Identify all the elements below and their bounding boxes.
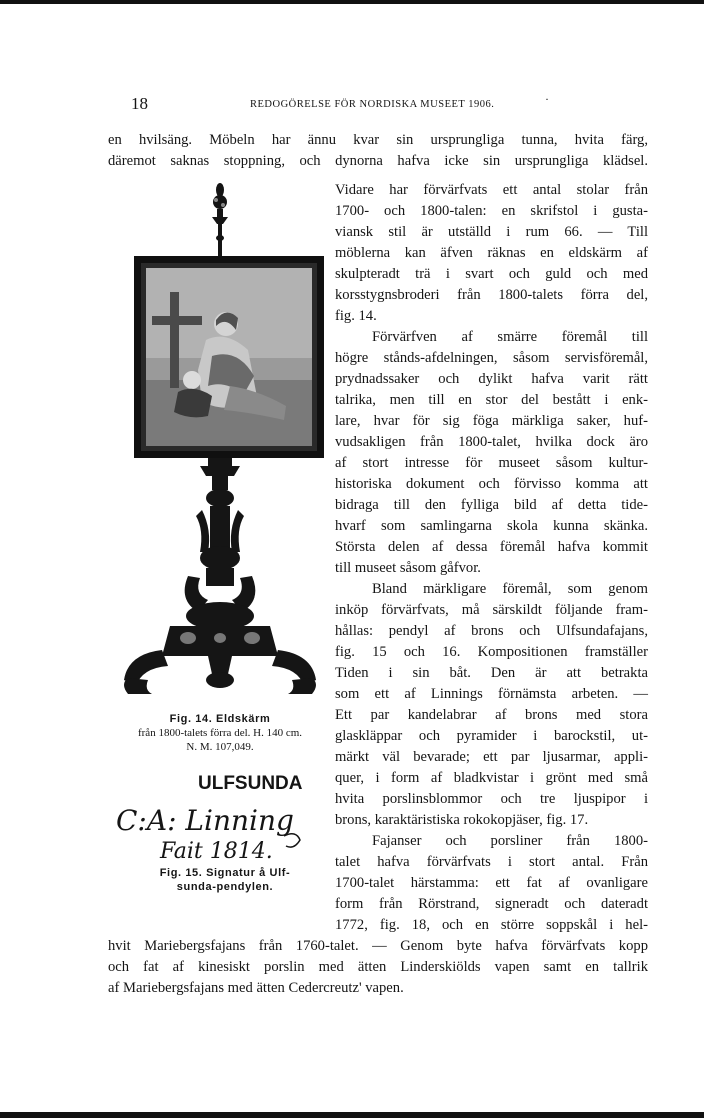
text-line: fig. 15 och 16. Kompositionen framställer: [335, 644, 648, 660]
text-line: af Mariebergsfajans med ätten Cedercreutz' vapen.: [108, 980, 404, 996]
stray-dot: ·: [545, 92, 549, 106]
signature-line: Fait 1814.: [160, 839, 273, 862]
text-line: talet hafva förvärfvats i stort antal. Från: [335, 854, 648, 870]
page-header: [0, 94, 704, 114]
text-line: 1700- och 1800-talen: en skrifstol i gusta-: [335, 203, 648, 219]
text-line: quer, i form af bladkvistar i grönt med små: [335, 770, 648, 786]
figure-14-caption: [108, 712, 332, 754]
text-line: skulpteradt trä i svart och guld och med: [335, 266, 648, 282]
text-line: till museet såsom gåfvor.: [335, 560, 481, 576]
figure-15-caption: [120, 866, 330, 894]
text-line: Bland märkligare föremål, som genom: [372, 581, 648, 597]
scan-bottom-edge: [0, 1112, 704, 1118]
text-line: Vidare har förvärfvats ett antal stolar från: [335, 182, 648, 198]
text-line: bidraga till den fylliga bild af detta tide-: [335, 497, 648, 513]
figure-14-label: Fig. 14. Eldskärm: [169, 713, 271, 725]
figure-15-signature: [114, 800, 330, 862]
signature-illustration: [114, 800, 330, 862]
text-line: korsstygnsbroderi från 1800-talets förra del,: [335, 287, 648, 303]
text-line: lare, hvar för sig föga märkliga saker, huf-: [335, 413, 648, 429]
running-title: REDOGÖRELSE FÖR NORDISKA MUSEET 1906.: [250, 99, 495, 110]
text-line: Förvärfven af smärre föremål till: [372, 329, 648, 345]
text-line: en hvilsäng. Möbeln har ännu kvar sin ursprungliga tunna, hvita färg,: [108, 132, 648, 148]
text-line: 1772, fig. 18, och en större soppskål i hel-: [335, 917, 648, 933]
text-line: och fat af kinesiskt porslin med ätten Linderskiölds vapen samt en tallrik: [108, 959, 648, 975]
figure-15-heading: ULFSUNDA: [198, 773, 303, 794]
text-line: brons, karaktäristiska rokokopjäser, fig. 17.: [335, 812, 589, 828]
text-line: vudsakligen från 1800-talet, hvilka dock äro: [335, 434, 648, 450]
text-line: hvarf som samlingarna skola kunna skänka.: [335, 518, 648, 534]
text-line: Fajanser och porsliner från 1800-: [372, 833, 648, 849]
text-line: talrika, men till en stor del bestått i enk-: [335, 392, 648, 408]
text-line: af stort intresse för museet såsom kultur-: [335, 455, 648, 471]
figure-15-caption-line: Fig. 15. Signatur å Ulf-: [159, 867, 291, 879]
signature-line: C:A: Linning: [116, 804, 294, 837]
text-line: Största delen af dessa föremål hafva kommit: [335, 539, 648, 555]
text-line: hvit Mariebergsfajans från 1760-talet. — Genom byte hafva förvärfvats kopp: [108, 938, 648, 954]
text-line: däremot saknas stoppning, och dynorna hafva icke sin ursprungliga klädsel.: [108, 153, 648, 169]
text-line: inköp förvärfvats, må särskildt följande fram-: [335, 602, 648, 618]
page-number: 18: [131, 94, 148, 113]
figure-14-caption-line: från 1800-talets förra del. H. 140 cm.: [137, 727, 303, 739]
figure-15-caption-line: sunda-pendylen.: [176, 881, 274, 893]
text-line: högre stånds-afdelningen, såsom servisföremål,: [335, 350, 648, 366]
text-line: 1700-talet härstamma: ett fat af ovanligare: [335, 875, 648, 891]
stand: [124, 458, 316, 694]
text-line: form från Rörstrand, signeradt och dateradt: [335, 896, 648, 912]
text-line: prydnadssaker och dylikt hafva varit rätt: [335, 371, 648, 387]
text-line: glaskläppar och pyramider i barockstil, ut-: [335, 728, 648, 744]
scan-top-edge: [0, 0, 704, 4]
text-line: Tiden i sin båt. Den är att betrakta: [335, 665, 648, 681]
finial: [212, 183, 228, 256]
fire-screen-illustration: [108, 180, 330, 708]
text-line: möblerna kan äfven räknas en eldskärm af: [335, 245, 648, 261]
text-line: som ett af Linnings förnämsta arbeten. —: [335, 686, 648, 702]
figure-14-caption-line: N. M. 107,049.: [186, 741, 254, 753]
text-line: hållas: pendyl af brons och Ulfsundafajans,: [335, 623, 648, 639]
text-line: historiska dokument och förvisso komma att: [335, 476, 648, 492]
text-line: Ett par kandelabrar af brons med stora: [335, 707, 648, 723]
text-line: fig. 14.: [335, 308, 377, 324]
text-line: märkt väl bevarade; ett par ljusarmar, appli-: [335, 749, 648, 765]
text-line: hvita porslinsblommor och tre ljuspipor i: [335, 791, 648, 807]
text-line: viansk stil är utställd i rum 66. — Till: [335, 224, 648, 240]
figure-14-fire-screen: [108, 180, 330, 708]
